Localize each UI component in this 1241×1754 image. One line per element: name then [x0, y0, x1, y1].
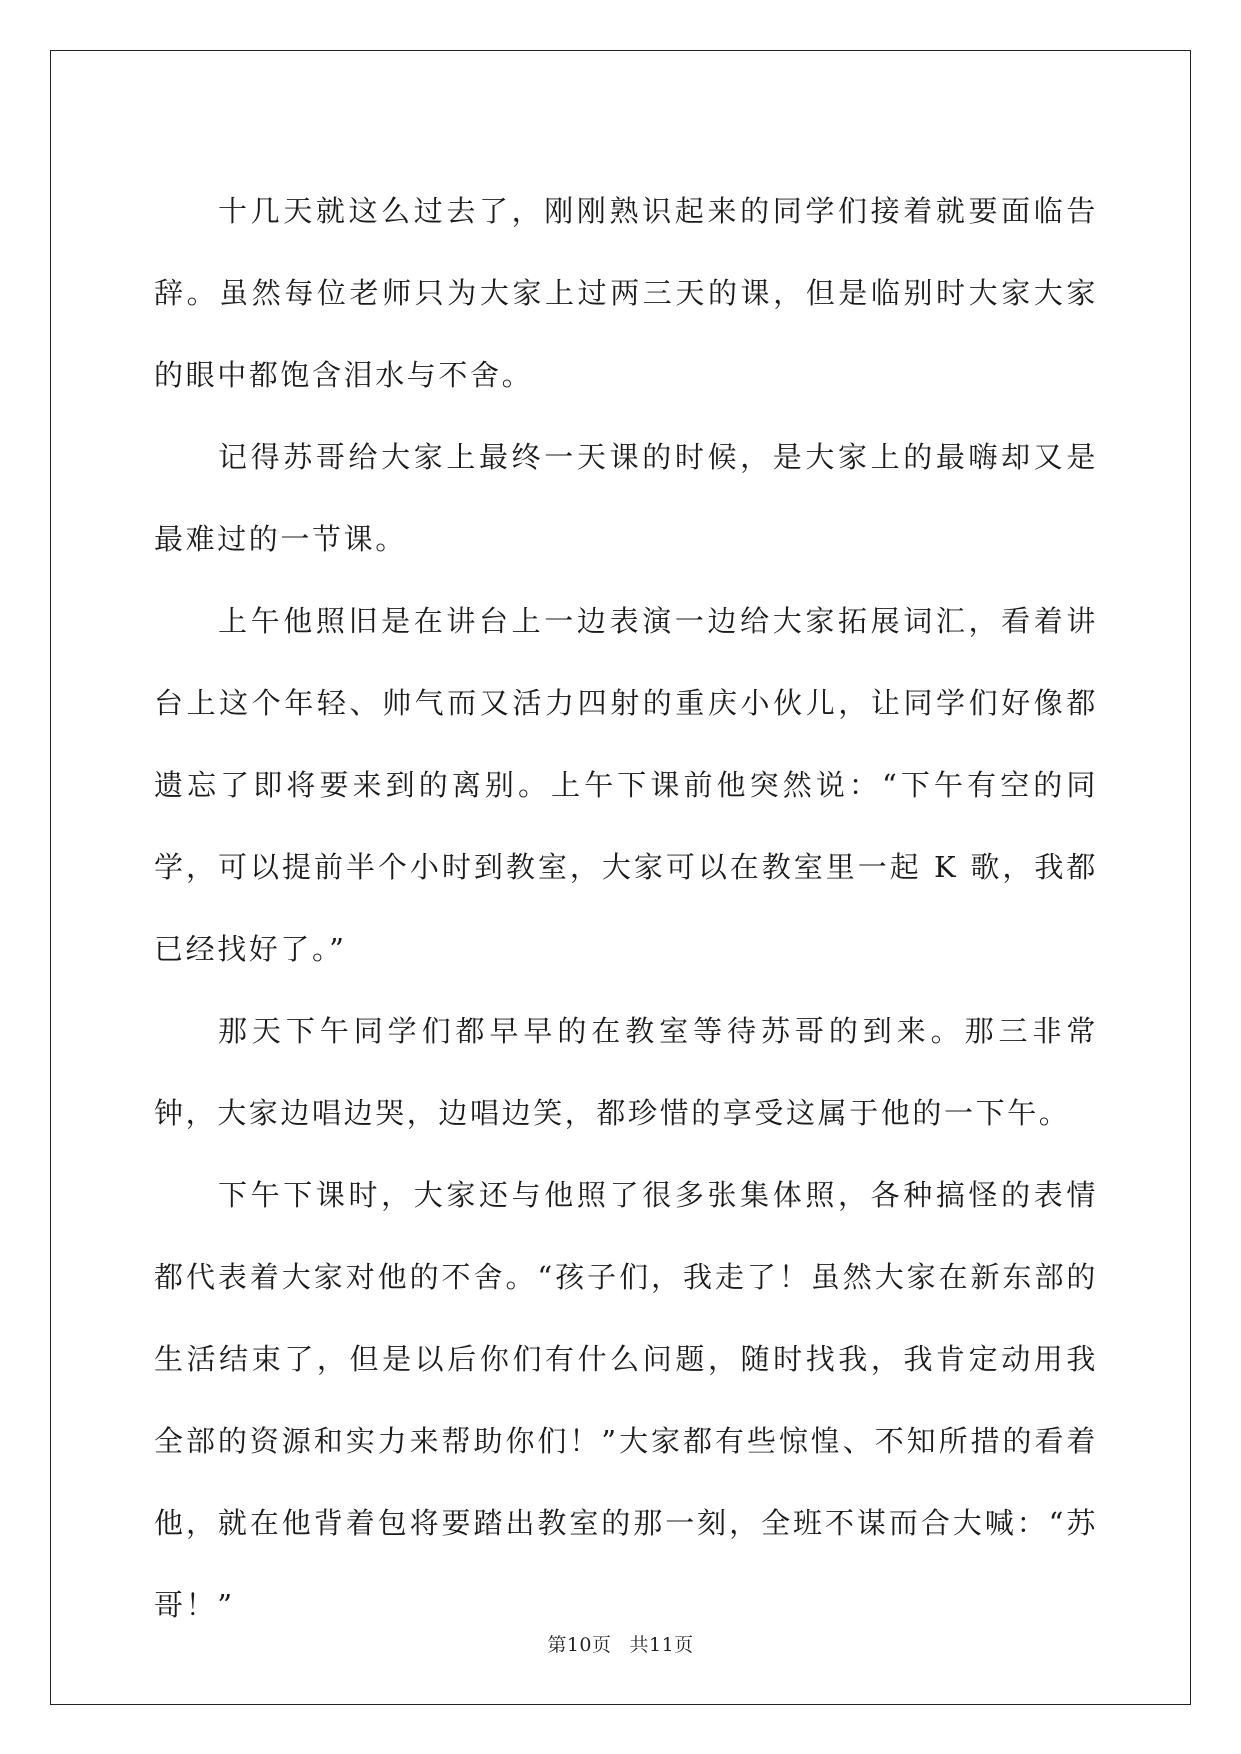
- paragraph: 下午下课时，大家还与他照了很多张集体照，各种搞怪的表情都代表着大家对他的不舍。“孩子们，我走了！虽然大家在新东部的生活结束了，但是以后你们有什么问题，随时找我，我肯定动用我全部的资源和实力来帮助你们！”大家都有些惊惶、不知所措的看着他，就在他背着包将要踏出教室的那一刻，全班不谋而合大喊：“苏哥！”: [154, 1178, 1098, 1622]
- page-number: 第10页: [547, 1634, 612, 1656]
- paragraph: 记得苏哥给大家上最终一天课的时候，是大家上的最嗨却又是最难过的一节课。: [154, 440, 1098, 556]
- page-total: 共11页: [629, 1634, 694, 1656]
- paragraph: 十几天就这么过去了，刚刚熟识起来的同学们接着就要面临告辞。虽然每位老师只为大家上过两三天的课，但是临别时大家大家的眼中都饱含泪水与不舍。: [154, 194, 1098, 392]
- document-body: [154, 170, 1098, 1646]
- paragraph: 那天下午同学们都早早的在教室等待苏哥的到来。那三非常钟，大家边唱边哭，边唱边笑，都珍惜的享受这属于他的一下午。: [154, 1014, 1098, 1130]
- paragraph: 上午他照旧是在讲台上一边表演一边给大家拓展词汇，看着讲台上这个年轻、帅气而又活力四射的重庆小伙儿，让同学们好像都遗忘了即将要来到的离别。上午下课前他突然说：“下午有空的同学，可以提前半个小时到教室，大家可以在教室里一起 K 歌，我都已经找好了。”: [154, 604, 1098, 966]
- page-footer: [0, 1630, 1241, 1657]
